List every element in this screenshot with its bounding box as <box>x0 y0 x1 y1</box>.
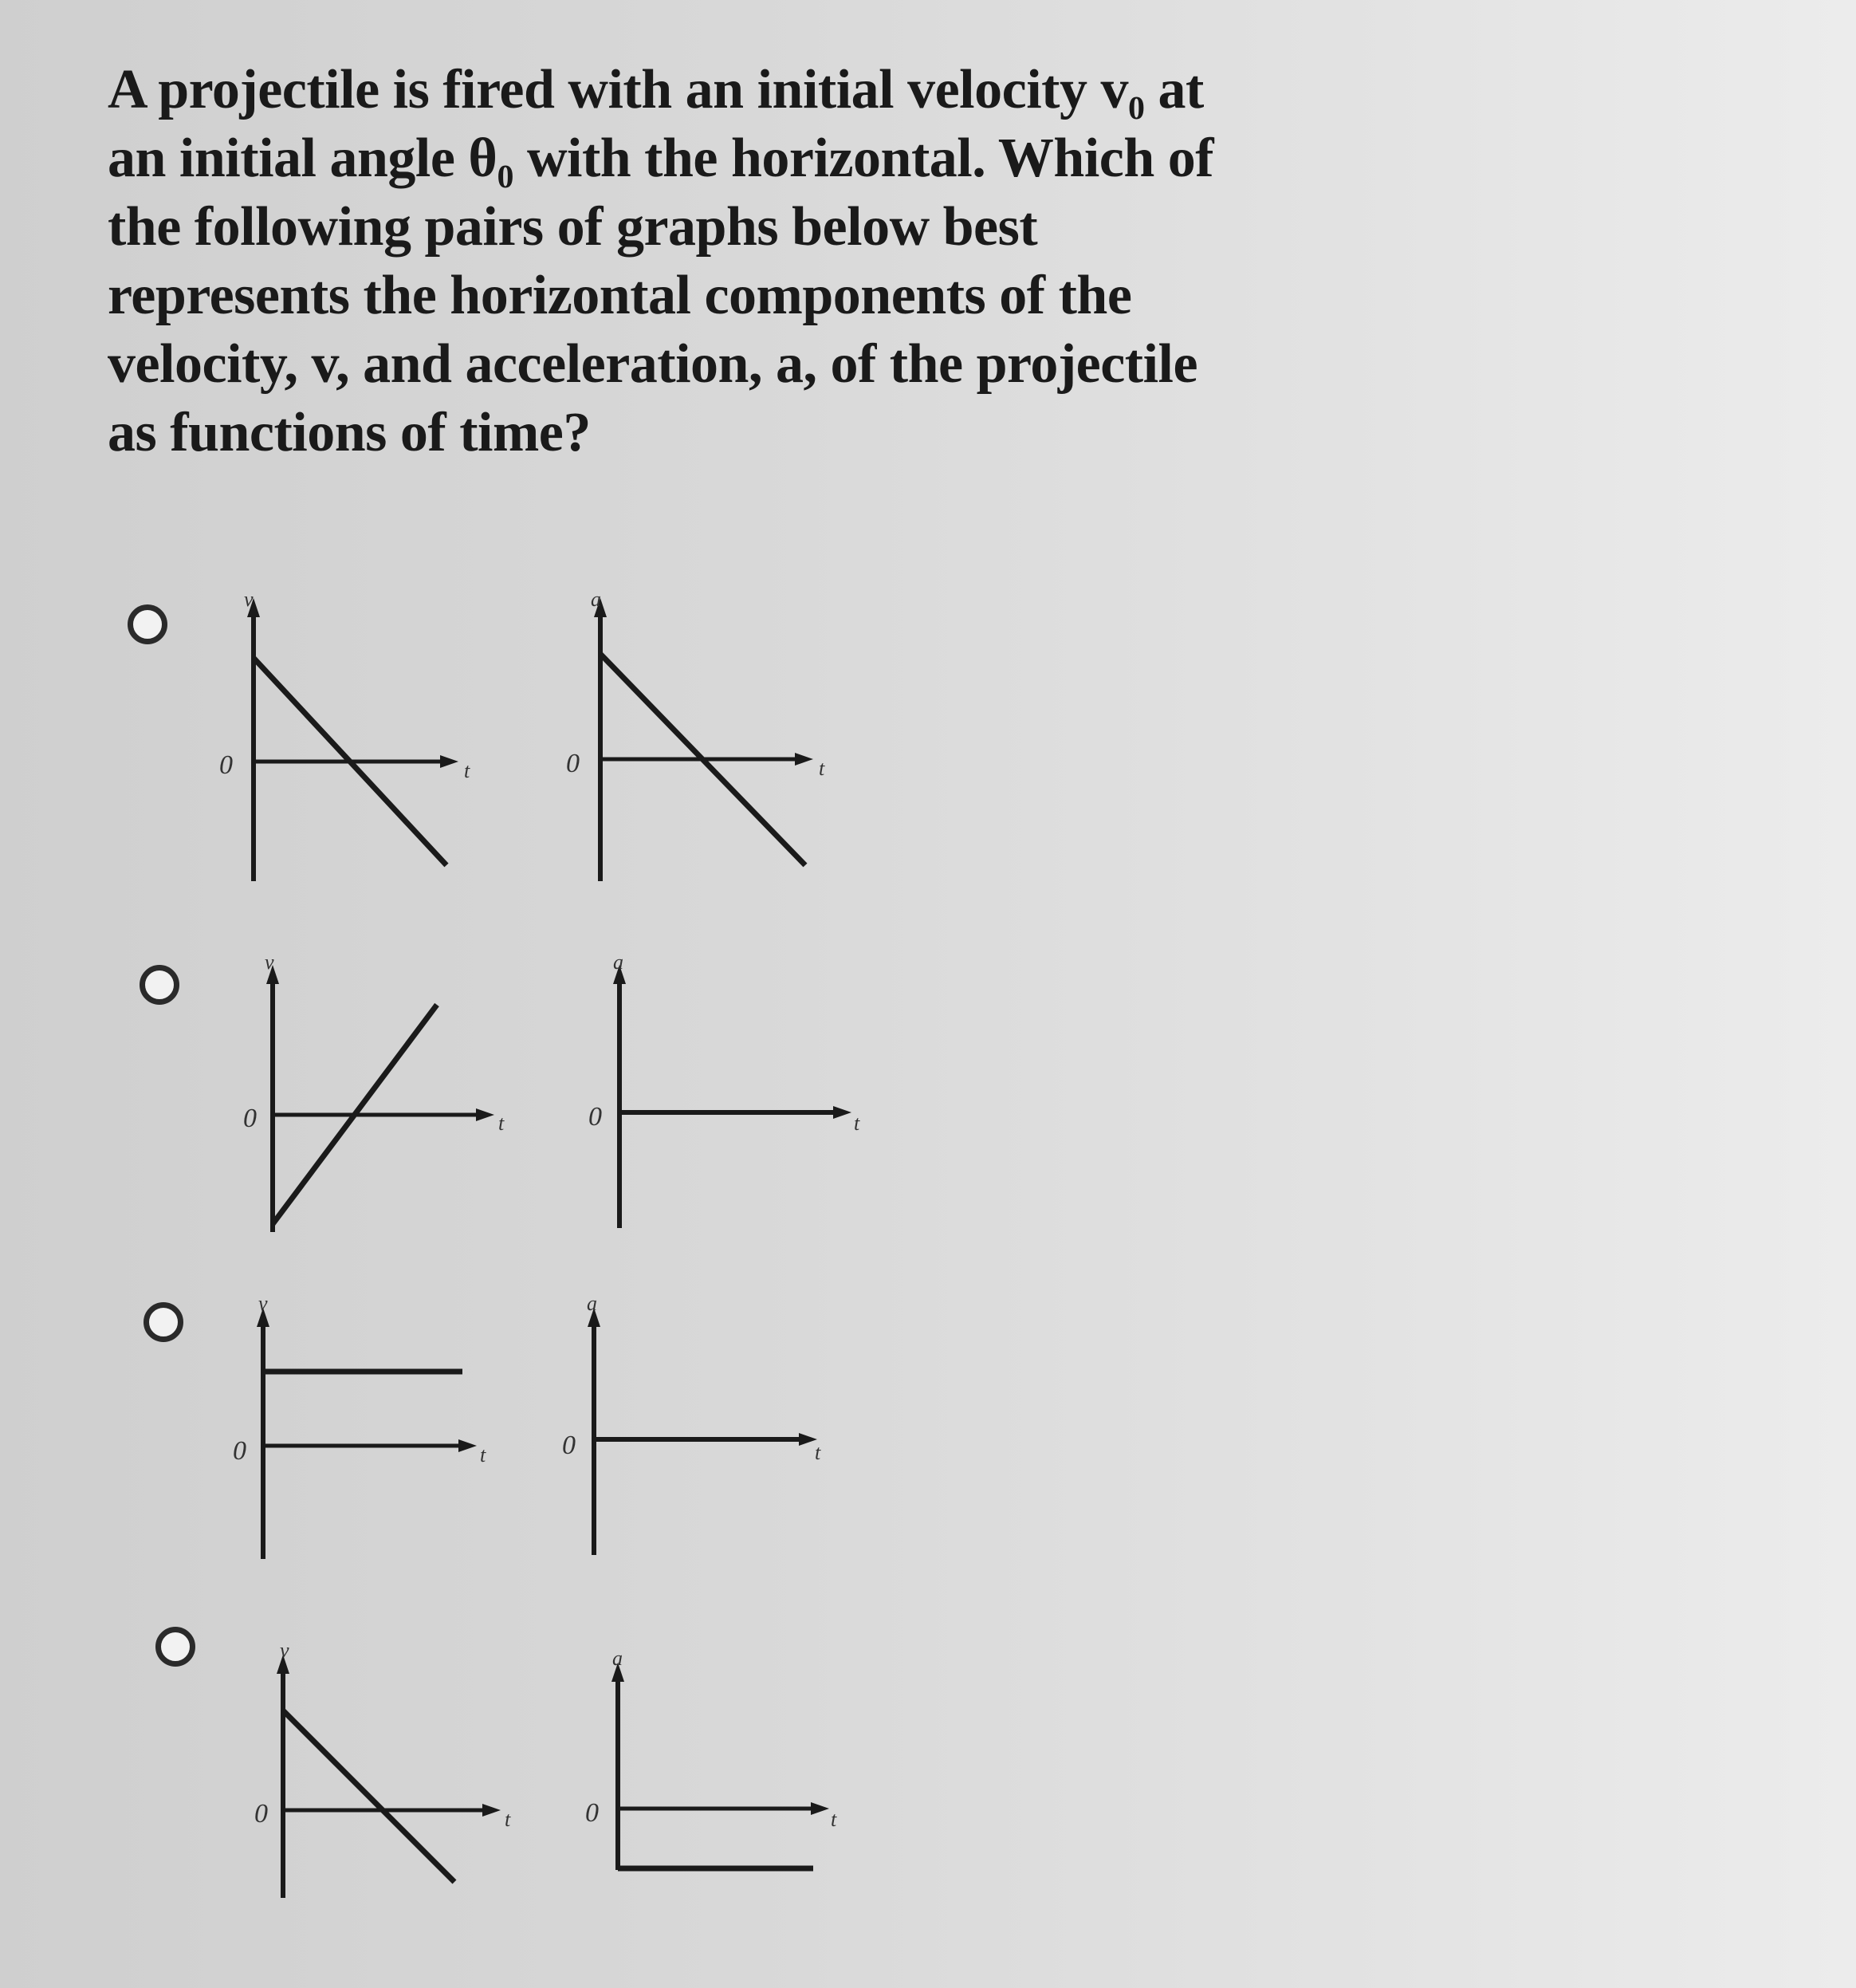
acceleration-graph-option-2 <box>586 951 860 1256</box>
t-axis-label: t <box>480 1443 486 1466</box>
radio-button-option-1[interactable] <box>128 604 167 644</box>
origin-label: 0 <box>219 750 233 780</box>
v-axis-label: v <box>280 1639 289 1662</box>
a-axis-label: a <box>613 951 623 974</box>
acceleration-graph-option-3 <box>558 1292 821 1567</box>
a-axis-label: a <box>612 1647 623 1670</box>
origin-label: 0 <box>588 1102 602 1132</box>
t-axis-label: t <box>854 1112 860 1135</box>
answer-option-3[interactable] <box>144 1292 861 1567</box>
velocity-graph-option-4 <box>251 1639 511 1962</box>
t-axis-label: t <box>819 757 825 780</box>
radio-button-option-4[interactable] <box>155 1627 195 1667</box>
radio-button-option-2[interactable] <box>140 965 179 1005</box>
origin-label: 0 <box>566 749 580 778</box>
origin-label: 0 <box>254 1799 268 1829</box>
velocity-graph-option-3 <box>231 1292 486 1567</box>
t-axis-label: t <box>498 1112 505 1135</box>
velocity-graph-option-2 <box>239 951 505 1256</box>
acceleration-graph-option-4 <box>582 1643 837 1962</box>
t-axis-label: t <box>464 759 470 782</box>
v-axis-label: v <box>244 588 254 611</box>
velocity-graph-option-1 <box>215 590 470 893</box>
origin-label: 0 <box>233 1436 246 1466</box>
acceleration-graph-option-1 <box>562 590 825 893</box>
origin-label: 0 <box>562 1431 576 1460</box>
t-axis-label: t <box>831 1808 837 1831</box>
radio-button-option-3[interactable] <box>144 1302 183 1342</box>
origin-label: 0 <box>585 1798 599 1828</box>
answer-option-4[interactable] <box>155 1627 873 1946</box>
v-axis-label: v <box>258 1292 268 1315</box>
t-axis-label: t <box>815 1441 821 1464</box>
answer-option-1[interactable] <box>128 590 845 893</box>
t-axis-label: t <box>505 1808 511 1831</box>
origin-label: 0 <box>243 1104 257 1133</box>
question-text: A projectile is fired with an initial velocity v₀ at an initial angle θ₀ with the horizontal. Which of the following pairs of graphs below best represents the horizontal components of the velocity, v, and acceleration, a, of the projectile as functions of time? <box>108 59 1214 463</box>
answer-option-2[interactable] <box>140 951 860 1256</box>
a-axis-label: a <box>587 1292 597 1315</box>
a-axis-label: a <box>591 588 601 611</box>
velocity-line <box>283 1710 454 1882</box>
v-axis-label: v <box>265 951 274 974</box>
